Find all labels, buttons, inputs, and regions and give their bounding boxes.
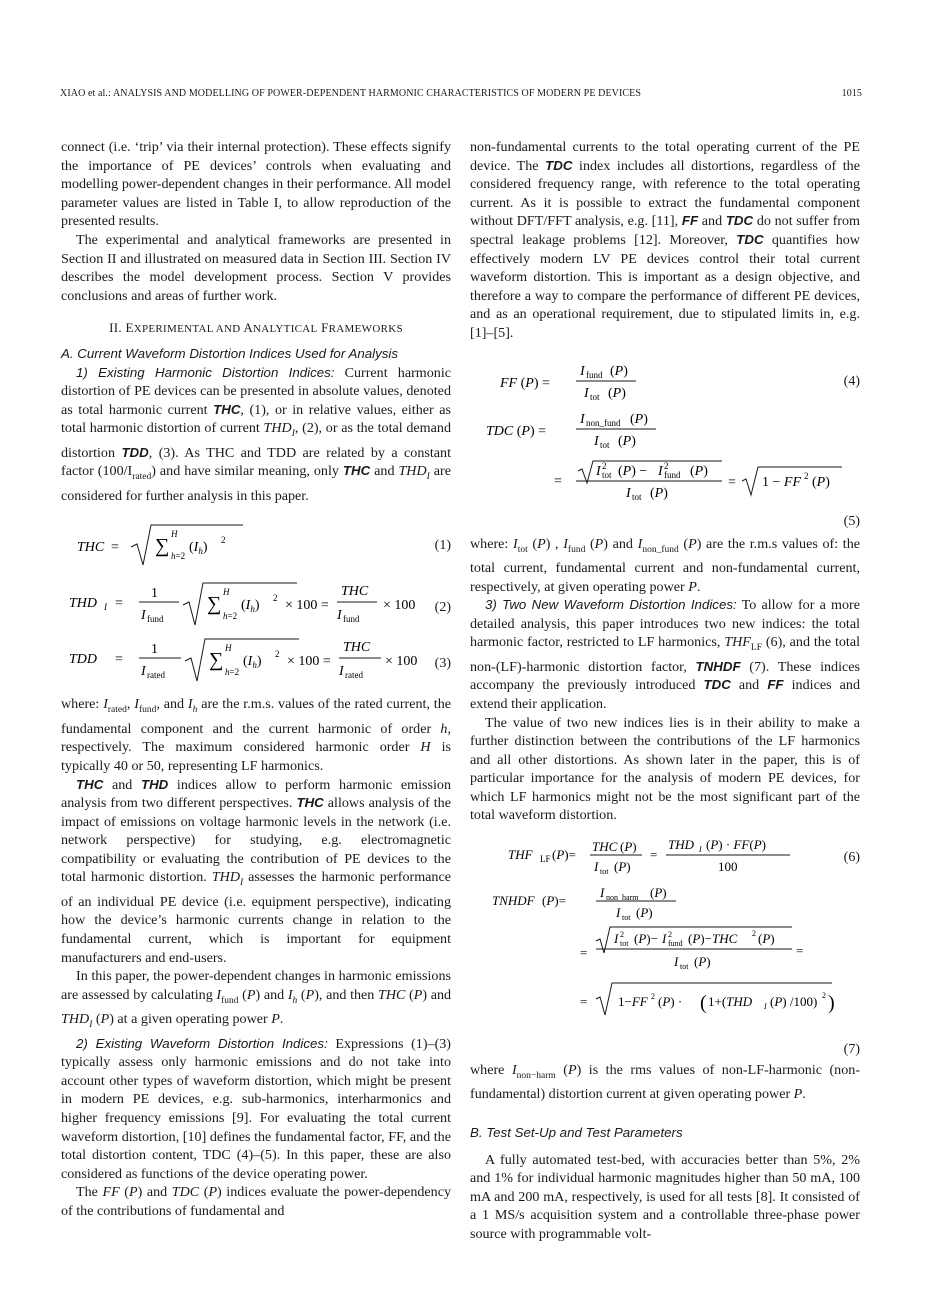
svg-text:tot: tot: [632, 491, 642, 502]
svg-text:2: 2: [620, 930, 624, 940]
paragraph: where: $I_{rated}$, $I_{fund}$, and $I_h$ are the r.m.s. values of the rated current, the fundamental component and the current harmonic of order h, respectively. The maximum considered harmonic order H is typically 40 or 50, representing LF harmonics.: [61, 696, 452, 774]
svg-text:=: =: [554, 473, 562, 489]
svg-text:=: =: [115, 596, 123, 612]
svg-text:h=2: h=2: [171, 551, 186, 562]
svg-text:(P) /100): (P) /100): [770, 994, 818, 1010]
svg-text:2: 2: [273, 593, 278, 604]
svg-text:=: =: [580, 994, 588, 1010]
svg-text:(P)=: (P)=: [542, 893, 566, 909]
svg-text:(P): (P): [636, 905, 653, 921]
svg-text:I: I: [584, 385, 589, 401]
svg-text:1: 1: [151, 586, 158, 602]
paragraph: The FF (P) and TDC (P) indices evaluate the power-dependency of the contributions of fundamental and: [61, 1184, 452, 1219]
svg-text:I: I: [699, 845, 702, 855]
svg-text:I: I: [594, 433, 599, 449]
svg-text:fund: fund: [147, 614, 164, 625]
svg-text:(Ih): $(I_h)$: [243, 654, 262, 671]
svg-text:1: 1: [151, 642, 158, 658]
svg-text:THC: THC: [343, 640, 371, 656]
svg-text:(P): (P): [610, 363, 628, 379]
svg-text:× 100 =: × 100 =: [285, 598, 329, 614]
svg-text:2: 2: [602, 460, 607, 471]
svg-text:=: =: [111, 540, 119, 556]
svg-text:(Ih): $(I_h)$: [241, 598, 260, 615]
svg-text:I: I: [616, 905, 621, 921]
svg-text:1+(THD: 1+(THD: [708, 994, 753, 1010]
svg-text:I: I: [674, 954, 679, 970]
svg-text:I: I: [141, 664, 146, 680]
equation-ff-tdc: FF (P) = I fund (P) I tot (P) TDC (P) = I non_fund (P) I tot (P) = I 2 tot (P) − I 2 fund (P) I tot (P) = 1 − FF 2 (P) (4) (5): [486, 363, 860, 529]
svg-text:1 − FF: 1 − FF: [762, 474, 802, 490]
page-number: 1015: [841, 88, 862, 99]
svg-text:I: I: [141, 608, 146, 624]
svg-text:THC: THC: [592, 839, 618, 855]
svg-text:(P): (P): [618, 433, 636, 449]
running-title: XIAO et al.: ANALYSIS AND MODELLING OF POWER-DEPENDENT HARMONIC CHARACTERISTICS OF MODERN PE DEVICES: [60, 88, 642, 99]
svg-text:tot: tot: [602, 469, 612, 480]
svg-text:2: 2: [804, 470, 809, 481]
paragraph: A fully automated test-bed, with accuracies better than 5%, 2% and 1% for individual harmonic magnitudes higher than 50 mA, 100 mA and 200 mA, respectively, is used for all tests [8]. It consisted of a 1 MS/s acquisition system and a controllable three-phase power source with programmable volt-: [470, 1151, 860, 1243]
equation-tdd: TDD = 1 I rated ∑ H h=2 $(I_h)$ 2 × 100 = THC I rated × 100 (3): [69, 640, 451, 681]
subsection-heading: B. Test Set-Up and Test Parameters: [470, 1125, 683, 1141]
svg-text:TDC (P) =: TDC (P) =: [486, 423, 547, 439]
svg-text:FF (P) =: FF (P) =: [500, 375, 550, 391]
svg-text:THF: THF: [508, 847, 533, 863]
svg-text:I: I: [104, 602, 107, 613]
svg-text:(P): (P): [614, 859, 631, 875]
svg-text:I: I: [580, 411, 585, 427]
svg-text:I: I: [339, 664, 344, 680]
svg-text:TNHDF: TNHDF: [492, 893, 535, 909]
svg-text:THC: THC: [77, 540, 105, 556]
svg-text:(: (: [700, 992, 707, 1015]
svg-text:(P)−THC: (P)−THC: [688, 931, 738, 947]
svg-text:H: H: [223, 587, 230, 598]
svg-text:I: I: [614, 931, 619, 947]
svg-text:non_harm: non_harm: [606, 893, 639, 903]
svg-text:(P)−: (P)−: [634, 931, 658, 947]
svg-text:H: H: [225, 643, 232, 654]
paragraph: 3) Two New Waveform Distortion Indices: To allow for a more detailed analysis, this paper introduces two new indices: the total harmonic factor, restricted to LF harmonics, $THF_{LF}$ (6), and the total non-(LF)-harmonic distortion factor, TNHDF (7). These indices accompany the previously introduced TDC and FF indices and extend their application.: [470, 597, 861, 712]
svg-text:THD: THD: [668, 837, 695, 853]
svg-text:1−FF: 1−FF: [618, 994, 648, 1010]
equation-thf-tnhdf: THF LF (P)= THC (P) I tot (P) = THD I (P) · FF(P) 100 TNHDF (P)= I non_harm (P) I tot (P) = I 2 tot (P)− I 2 fund (P)−THC 2 (P) I tot (P) = = 1−FF 2 (P) · ( 1+(THD I (P) /100) 2 ) (6) (7): [492, 837, 860, 1058]
svg-text:(P): (P): [690, 463, 708, 479]
paragraph: 1) Existing Harmonic Distortion Indices: Current harmonic distortion of PE devices can be presented in absolute values, denoted as total harmonic current THC, (1), or in relative values, either as total harmonic distortion of current $THD_I$, (2), or as the total demand distortion TDD, (3). As THC and TDD are related by a constant factor $(100/I_{rated})$ and have similar meaning, only THC and $THD_I$ are considered for further analysis in this paper.: [61, 364, 452, 504]
paragraph: where $I_{non-harm}$ (P) is the rms values of non-LF-harmonic (non-fundamental) distortion current at given operating power P.: [470, 1062, 861, 1103]
svg-text:I: I: [764, 1002, 767, 1012]
svg-text:(P) −: (P) −: [618, 463, 648, 479]
paragraph: THC and THD indices allow to perform harmonic emission analysis from two different perspectives. THC allows analysis of the impact of emissions on voltage harmonic levels in the network (i.e. network perspective) for studying, e.g. electromagnetic compatibility or evaluating the contribution of PE devices to the total harmonic distortion. $THD_I$ assesses the harmonic performance of an individual PE device (i.e. equipment perspective), indicating how the device’s harmonic currents change in relation to the fundamental current, which is important for equipment manufacturers and end-users.: [61, 776, 451, 966]
svg-text:(P): (P): [620, 839, 637, 855]
svg-text:tot: tot: [620, 939, 629, 949]
svg-text:fund: fund: [668, 939, 683, 949]
svg-text:× 100: × 100: [385, 654, 418, 670]
equation-thdi: THD I = 1 I fund ∑ H h=2 $(I_h)$ 2 × 100 = THC I fund × 100 (2): [69, 584, 451, 625]
svg-text:h=2: h=2: [223, 611, 238, 622]
paragraph: 2) Existing Waveform Distortion Indices: Expressions (1)–(3) typically assess only harmonic emissions and do not take into account other types of waveform distortion, which might be present in modern PE devices, e.g. sub-harmonics, interharmonics and higher frequency emissions [9]. For evaluating the total current waveform distortion, [10] defines the fundamental factor, FF, and the total distortion content, TDC (4)–(5). In this paper, these are also considered as functions of the device operating power.: [61, 1035, 451, 1182]
svg-text:fund: fund: [343, 614, 360, 625]
svg-text:I: I: [662, 931, 667, 947]
svg-text:(P): (P): [650, 885, 667, 901]
svg-text:2: 2: [275, 649, 280, 660]
svg-text:2: 2: [668, 930, 672, 940]
svg-text:I: I: [594, 859, 599, 875]
svg-text:I: I: [596, 463, 601, 479]
svg-text:(P) · FF(P): (P) · FF(P): [706, 837, 766, 853]
paragraph: The experimental and analytical frameworks are presented in Section II and illustrated on measured data in Section III. Section IV describes the model development process. Section V provides conclusions and areas of further work.: [61, 231, 451, 304]
svg-text:2: 2: [221, 535, 226, 546]
svg-text:I: I: [626, 485, 631, 501]
svg-text:=: =: [728, 474, 736, 490]
svg-text:(P): (P): [694, 954, 711, 970]
svg-text:=: =: [580, 945, 588, 961]
svg-text:tot: tot: [600, 439, 610, 450]
paragraph: non-fundamental currents to the total operating current of the PE device. The TDC index includes all distortions, regardless of the considered frequency range, with reference to the total operating current. As it is possible to extract the fundamental component without DFT/FFT analysis, e.g. [11], FF and TDC do not suffer from spectral leakage problems [12]. Moreover, TDC quantifies how effectively modern LV PE devices control their total current waveform distortion. This is important as a design objective, and therefore a way to compare the performance of different PE devices, and as an operational requirement, due to stipulated limits in, e.g. [1]–[5].: [470, 139, 860, 341]
svg-text:× 100 =: × 100 =: [287, 654, 331, 670]
svg-text:∑: ∑: [155, 535, 170, 558]
left-column: [61, 138, 451, 1221]
svg-text:(P): (P): [608, 385, 626, 401]
svg-text:I: I: [658, 463, 663, 479]
svg-text:2: 2: [822, 991, 826, 1001]
svg-text:rated: rated: [147, 670, 165, 681]
svg-text:THD: THD: [69, 596, 98, 612]
svg-text:non_fund: non_fund: [586, 417, 621, 428]
svg-text:fund: fund: [664, 469, 681, 480]
svg-text:THC: THC: [341, 584, 369, 600]
section-heading: II. EXPERIMENTAL AND ANALYTICAL FRAMEWORKS: [109, 320, 403, 336]
svg-text:H: H: [171, 529, 178, 540]
svg-text:2: 2: [651, 992, 655, 1002]
right-column: [470, 138, 860, 1244]
svg-text:): ): [828, 992, 835, 1015]
svg-text:rated: rated: [345, 670, 363, 681]
svg-text:I: I: [600, 885, 605, 901]
svg-text:I: I: [580, 363, 585, 379]
paragraph: The value of two new indices lies is in their ability to make a further distinction between the contributions of the LF harmonics and all other distortions. As shown later in the paper, this is of particular importance for the analysis of modern PE devices, for which LF harmonics might not be the most significant part of the total waveform distortion.: [470, 714, 860, 824]
svg-text:I: I: [337, 608, 342, 624]
svg-text:fund: fund: [586, 369, 603, 380]
paragraph: In this paper, the power-dependent changes in harmonic emissions are assessed by calculating $I_{fund}$ (P) and $I_h$ (P), and then THC (P) and $THD_I$ (P) at a given operating power P.: [61, 968, 452, 1031]
paragraph: connect (i.e. ‘trip’ via their internal protection). These effects signify the importance of PE devices’ controls when evaluating and modelling power-dependent changes in their performance. All model parameter values are listed in Table I, to allow reproduction of the presented results.: [61, 139, 451, 230]
svg-text:∑: ∑: [209, 649, 224, 672]
svg-text:(Ih): $(I_h)$: [189, 540, 208, 557]
svg-text:=: =: [796, 943, 804, 959]
svg-text:tot: tot: [600, 867, 609, 877]
svg-text:(P): (P): [630, 411, 648, 427]
svg-text:(P)=: (P)=: [552, 847, 576, 863]
running-header: [60, 88, 862, 106]
paragraph: where: $I_{tot}$ (P) , $I_{fund}$ (P) and $I_{non\_fund}$ (P) are the r.m.s values of: the total current, fundamental current and non-fundamental current, respectively, at given operating power P.: [470, 535, 860, 595]
equation-thc: THC = ∑ H h=2 $(I_h)$ 2 (1): [61, 517, 451, 573]
svg-text:100: 100: [718, 859, 738, 875]
svg-text:(P): (P): [650, 485, 668, 501]
svg-text:TDD: TDD: [69, 652, 98, 668]
svg-text:tot: tot: [590, 391, 600, 402]
svg-text:2: 2: [752, 929, 756, 939]
svg-text:(P): (P): [812, 474, 830, 490]
svg-text:(P): (P): [758, 931, 775, 947]
svg-text:2: 2: [664, 460, 669, 471]
svg-text:(P) ·: (P) ·: [658, 994, 683, 1010]
svg-text:h=2: h=2: [225, 667, 240, 678]
svg-text:tot: tot: [680, 962, 689, 972]
svg-text:=: =: [650, 847, 658, 863]
svg-text:∑: ∑: [207, 593, 222, 616]
svg-text:tot: tot: [622, 913, 631, 923]
subsection-heading: A. Current Waveform Distortion Indices Used for Analysis: [61, 345, 398, 361]
svg-text:=: =: [115, 652, 123, 668]
svg-text:× 100: × 100: [383, 598, 416, 614]
svg-text:LF: LF: [540, 854, 551, 865]
